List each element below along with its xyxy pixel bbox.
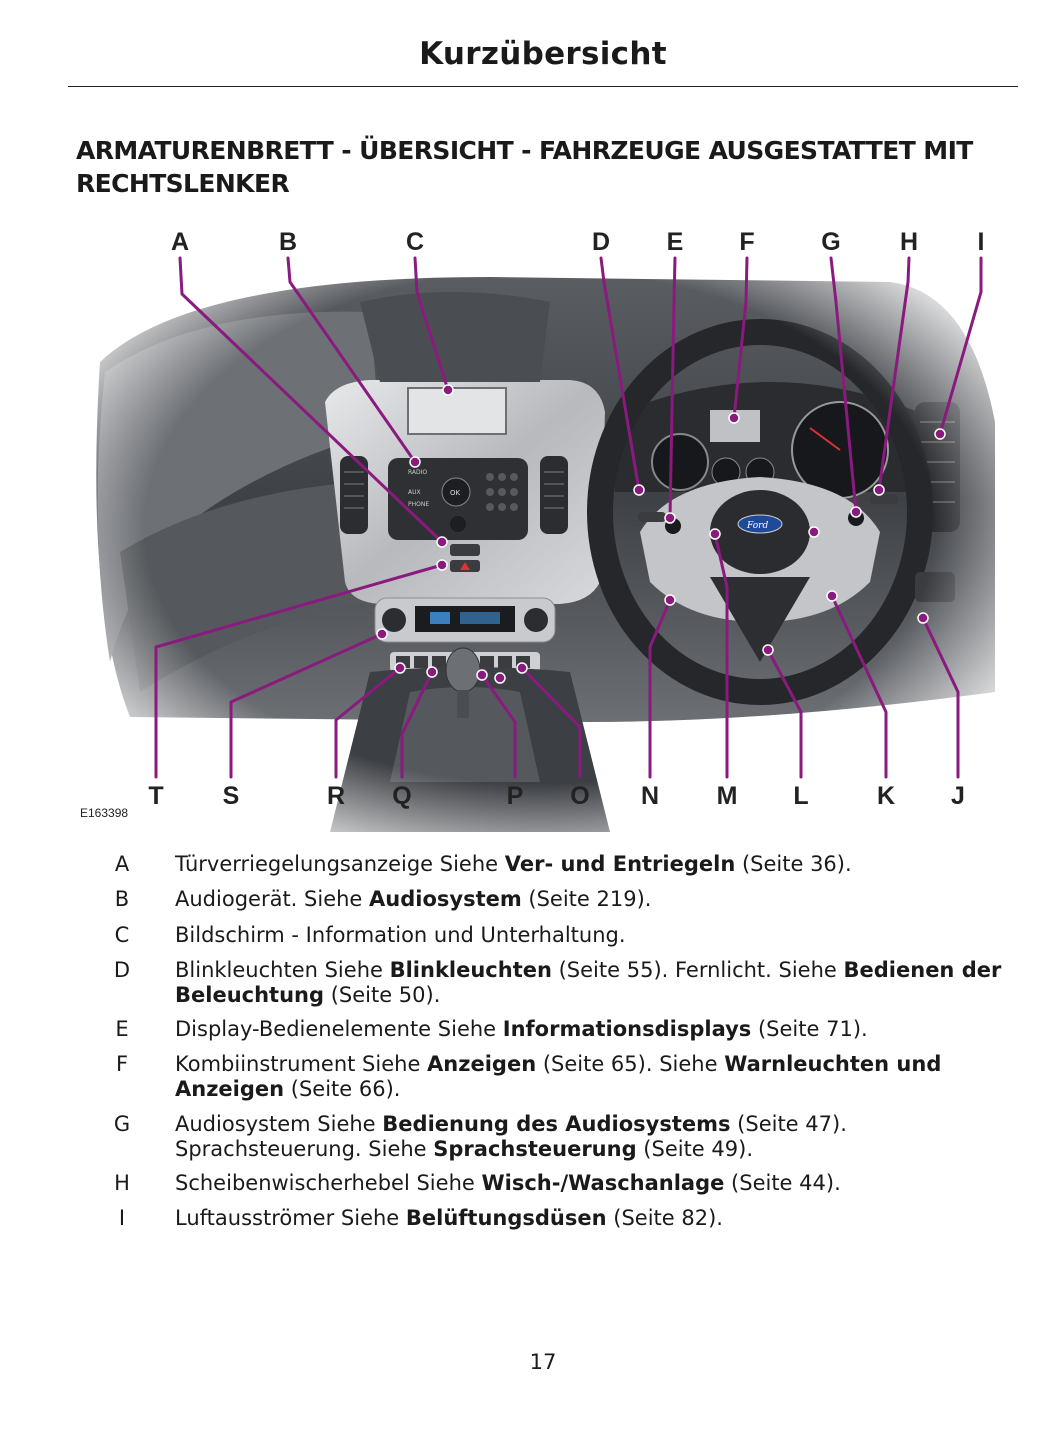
legend-text: Blinkleuchten Siehe Blinkleuchten (Seite 55). Fernlicht. Siehe Bedienen der Beleuchtung (Seite 50). — [175, 958, 1002, 1007]
legend-letter: G — [113, 1112, 131, 1136]
legend-letter: F — [115, 1052, 129, 1076]
callout-t: T — [148, 782, 164, 810]
callout-n: N — [640, 782, 660, 810]
legend-text: Audiogerät. Siehe Audiosystem (Seite 219). — [175, 887, 652, 911]
legend-letter: A — [114, 852, 130, 876]
callout-s: S — [222, 782, 240, 810]
legend-letter: E — [115, 1017, 129, 1041]
callout-i: I — [977, 228, 985, 256]
dashboard-illustration — [70, 222, 1010, 832]
callout-o: O — [570, 782, 590, 810]
callout-g: G — [821, 228, 841, 256]
legend-text: Bildschirm - Information und Unterhaltung. — [175, 923, 626, 947]
callout-k: K — [876, 782, 896, 810]
callout-b: B — [278, 228, 298, 256]
callout-a: A — [170, 228, 190, 256]
legend-letter: B — [114, 887, 130, 911]
page-header-title: Kurzübersicht — [419, 36, 667, 72]
callout-r: R — [326, 782, 346, 810]
legend-text: Türverriegelungsanzeige Siehe Ver- und Entriegeln (Seite 36). — [175, 852, 852, 876]
legend-letter: H — [114, 1171, 130, 1195]
callout-d: D — [591, 228, 611, 256]
legend-text: Display-Bedienelemente Siehe Informationsdisplays (Seite 71). — [175, 1017, 868, 1041]
callout-p: P — [506, 782, 524, 810]
legend-letter: I — [118, 1206, 126, 1230]
legend-text: Audiosystem Siehe Bedienung des Audiosystems (Seite 47). Sprachsteuerung. Siehe Sprachsteuerung (Seite 49). — [175, 1112, 847, 1161]
legend-text: Scheibenwischerhebel Siehe Wisch-/Waschanlage (Seite 44). — [175, 1171, 841, 1195]
callout-f: F — [739, 228, 755, 256]
callout-e: E — [666, 228, 684, 256]
header-divider — [68, 86, 1018, 87]
callout-l: L — [793, 782, 809, 810]
callout-m: M — [716, 782, 738, 810]
callout-j: J — [951, 782, 965, 810]
figure-id: E163398 — [80, 806, 129, 820]
callout-h: H — [899, 228, 919, 256]
callout-c: C — [405, 228, 425, 256]
legend-letter: D — [113, 958, 131, 982]
legend-text: Luftausströmer Siehe Belüftungsdüsen (Seite 82). — [175, 1206, 723, 1230]
callout-q: Q — [392, 782, 412, 810]
page-number: 17 — [529, 1350, 557, 1374]
legend-text: Kombiinstrument Siehe Anzeigen (Seite 65). Siehe Warnleuchten und Anzeigen (Seite 66). — [175, 1052, 942, 1101]
section-title: ARMATURENBRETT - ÜBERSICHT - FAHRZEUGE AUSGESTATTET MIT RECHTSLENKER — [76, 136, 973, 198]
legend-letter: C — [114, 923, 130, 947]
dashboard-figure — [70, 222, 1010, 832]
